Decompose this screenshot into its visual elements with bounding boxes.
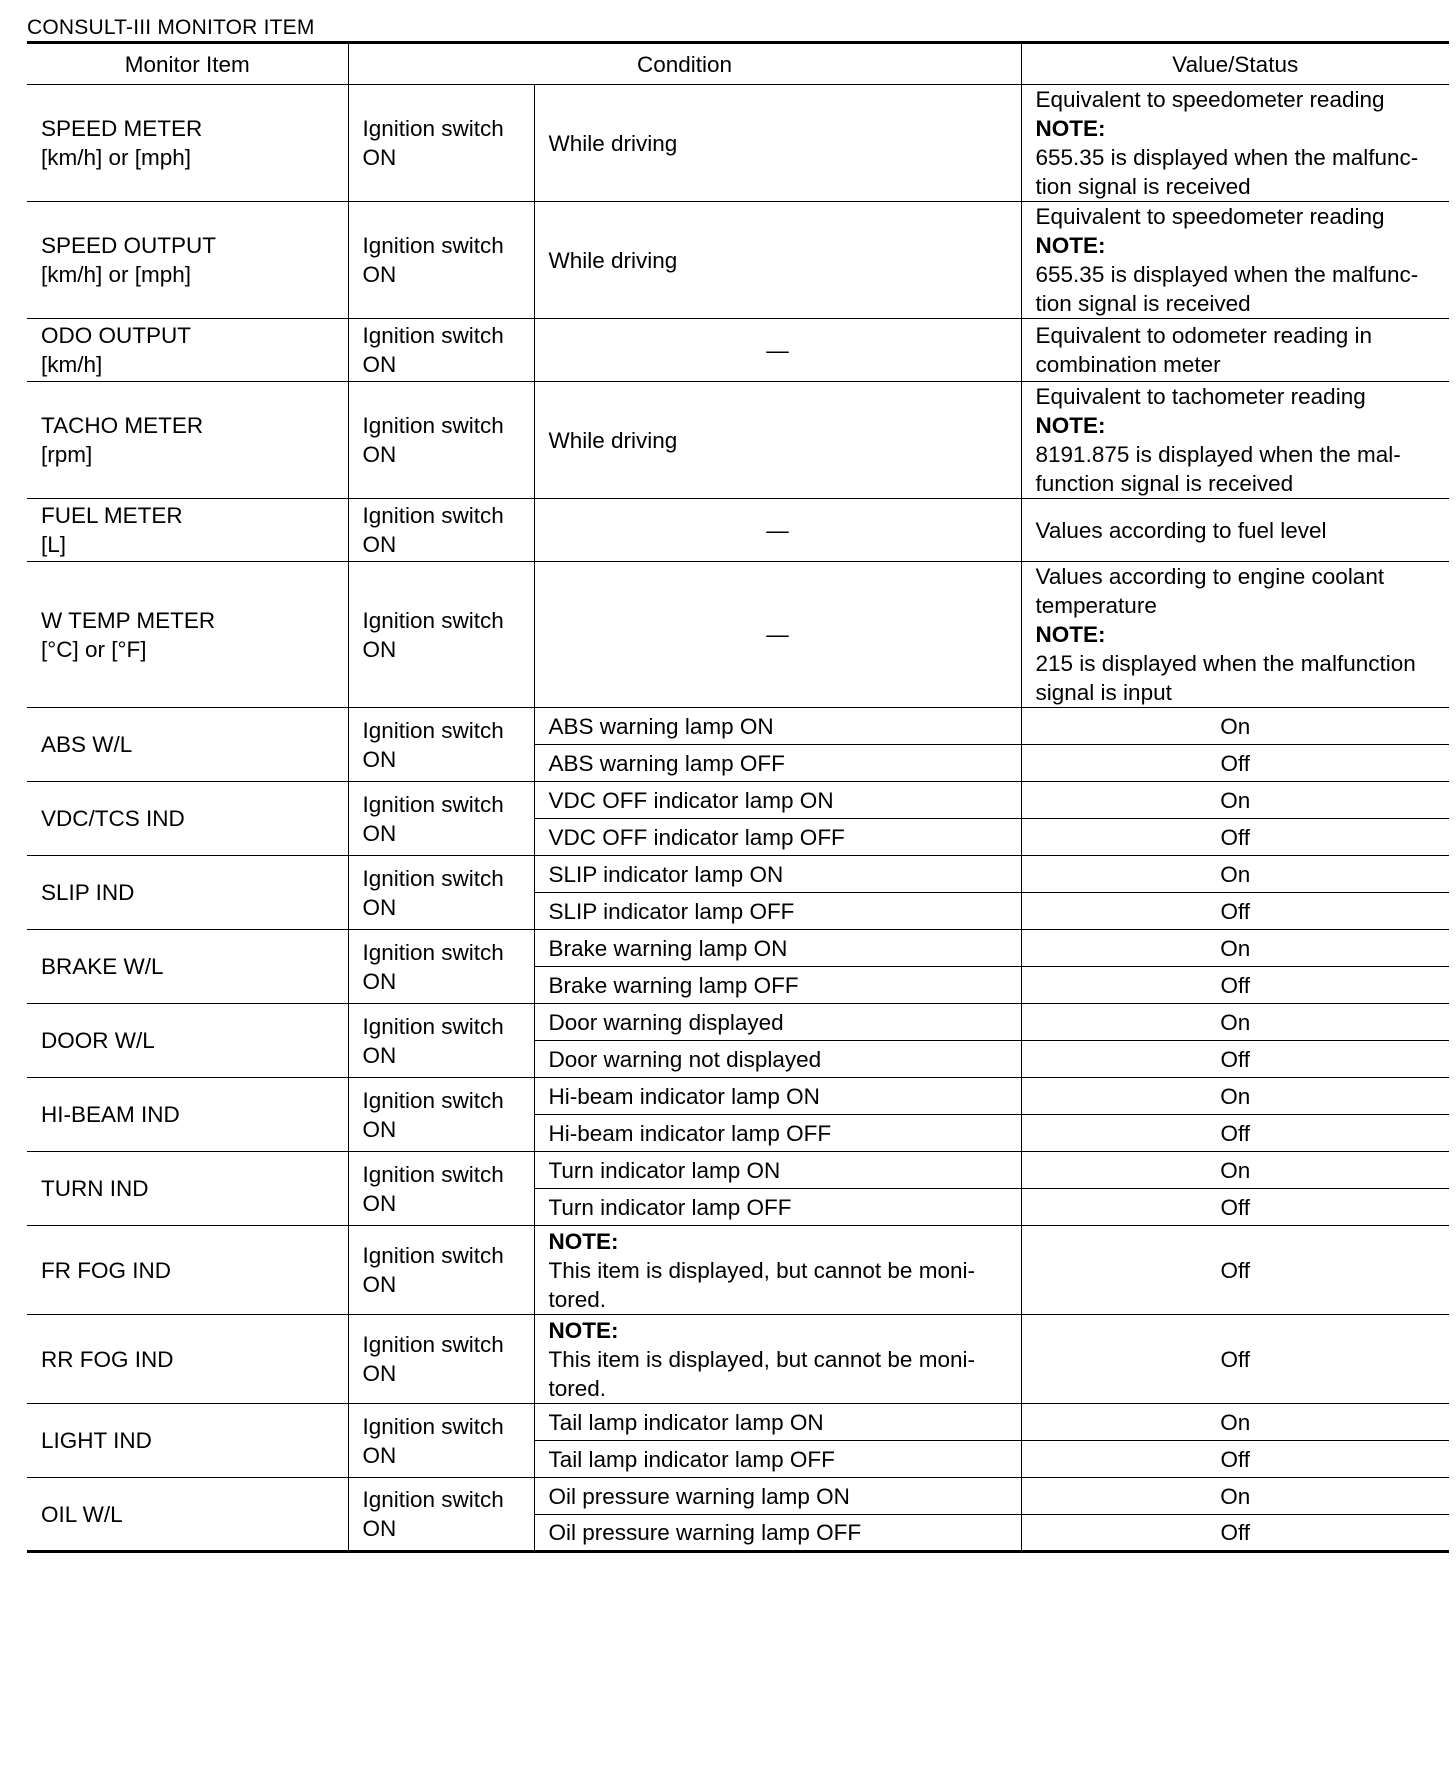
monitor-item-cell [27,1152,348,1226]
condition-text: While driving [548,130,678,156]
monitor-item-text: TURN IND [41,1176,149,1201]
condition-cell [534,708,1021,745]
ignition-line: ON [362,1116,397,1142]
monitor-item-cell [27,562,348,708]
table-row [27,382,1449,499]
condition-line: This item is displayed, but cannot be moni- [548,1257,975,1283]
monitor-item-cell [27,856,348,930]
value-text: Off [1220,1194,1251,1220]
monitor-item-cell [27,319,348,382]
value-text: Off [1220,750,1251,776]
condition-text: Oil pressure warning lamp ON [548,1483,850,1509]
monitor-item-text: VDC/TCS IND [41,806,185,831]
note-label: NOTE: [548,1228,619,1254]
value-status-cell [1021,893,1449,930]
table-row [27,1004,1449,1041]
ignition-line: ON [362,262,397,287]
value-status-cell [1021,319,1449,382]
table-row [27,782,1449,819]
monitor-item-line: [°C] or [°F] [41,636,147,662]
value-text: Off [1220,1346,1251,1372]
monitor-item-line: [km/h] [41,352,103,377]
value-line: combination meter [1035,352,1221,377]
monitor-item-text: OIL W/L [41,1501,123,1527]
condition-text: Tail lamp indicator lamp ON [548,1409,824,1435]
value-status-cell [1021,202,1449,319]
condition-text: Turn indicator lamp OFF [548,1194,792,1220]
condition-line: tored. [548,1286,607,1312]
value-status-cell [1021,1078,1449,1115]
value-status-cell [1021,1441,1449,1478]
value-text: On [1220,1009,1251,1035]
value-status-cell [1021,1152,1449,1189]
value-text: On [1220,713,1251,739]
ignition-condition-cell [348,1478,534,1552]
condition-cell [534,1189,1021,1226]
ignition-line: Ignition switch [362,116,504,141]
condition-cell [534,202,1021,319]
ignition-line: ON [362,145,397,170]
value-line: Equivalent to speedometer reading [1035,87,1385,112]
monitor-item-line: [L] [41,532,67,557]
value-text: On [1220,1157,1251,1183]
value-status-cell [1021,1226,1449,1315]
value-text: Off [1220,898,1251,924]
ignition-condition-cell [348,319,534,382]
condition-cell [534,1004,1021,1041]
ignition-line: ON [362,442,397,467]
note-label: NOTE: [548,1317,619,1343]
condition-text: Oil pressure warning lamp OFF [548,1520,862,1545]
monitor-item-cell [27,708,348,782]
ignition-line: Ignition switch [362,1013,504,1039]
condition-text: Door warning not displayed [548,1046,822,1072]
condition-text: SLIP indicator lamp OFF [548,898,795,924]
value-line: 215 is displayed when the malfunction [1035,651,1416,676]
condition-text: Hi-beam indicator lamp OFF [548,1120,832,1146]
monitor-item-cell [27,1404,348,1478]
value-status-cell [1021,1004,1449,1041]
ignition-condition-cell [348,930,534,1004]
condition-cell [534,319,1021,382]
value-text: Off [1220,972,1251,998]
table-header-row [27,43,1449,85]
monitor-item-text: FR FOG IND [41,1257,171,1283]
value-text: Off [1220,1046,1251,1072]
condition-cell [534,1115,1021,1152]
ignition-line: ON [362,820,397,846]
value-status-cell [1021,85,1449,202]
value-text: On [1220,787,1251,813]
condition-text: Brake warning lamp OFF [548,972,799,998]
condition-cell [534,1152,1021,1189]
table-row [27,562,1449,708]
value-line: Equivalent to odometer reading in [1035,323,1372,348]
condition-cell [534,1078,1021,1115]
ignition-line: Ignition switch [362,865,504,891]
monitor-item-cell [27,930,348,1004]
condition-text: — [766,622,789,647]
table-body [27,85,1449,1552]
ignition-condition-cell [348,382,534,499]
monitor-item-text: RR FOG IND [41,1346,174,1372]
value-status-cell [1021,562,1449,708]
condition-cell [534,1441,1021,1478]
value-line: temperature [1035,593,1157,618]
value-text: Off [1220,1520,1251,1545]
ignition-condition-cell [348,1004,534,1078]
monitor-item-cell [27,202,348,319]
monitor-item-text: HI-BEAM IND [41,1102,180,1127]
value-line: tion signal is received [1035,174,1251,199]
value-text: On [1220,861,1251,887]
ignition-condition-cell [348,562,534,708]
value-text: Off [1220,1446,1251,1472]
condition-cell [534,1041,1021,1078]
monitor-item-text: DOOR W/L [41,1028,155,1053]
table-row [27,1152,1449,1189]
condition-cell [534,745,1021,782]
condition-text: ABS warning lamp ON [548,713,774,739]
ignition-line: ON [362,1516,397,1541]
monitor-item-table [27,41,1449,1553]
ignition-line: Ignition switch [362,1487,504,1512]
value-line: 655.35 is displayed when the malfunc- [1035,262,1419,287]
monitor-item-line: SPEED METER [41,116,203,141]
condition-text: Brake warning lamp ON [548,935,788,961]
value-text: On [1220,935,1251,961]
ignition-line: ON [362,1361,397,1386]
value-text: On [1220,1483,1251,1509]
value-line: Values according to engine coolant [1035,564,1385,589]
monitor-item-line: SPEED OUTPUT [41,233,217,258]
value-line: tion signal is received [1035,291,1251,316]
monitor-item-cell [27,1004,348,1078]
header-value-status: Value/Status [1021,43,1449,85]
value-text: Off [1220,1120,1251,1146]
monitor-item-cell [27,1078,348,1152]
condition-text: Tail lamp indicator lamp OFF [548,1446,835,1472]
condition-cell [534,856,1021,893]
condition-cell [534,930,1021,967]
document-title: CONSULT-III MONITOR ITEM [27,16,315,39]
condition-text: ABS warning lamp OFF [548,750,785,776]
condition-cell [534,782,1021,819]
ignition-line: Ignition switch [362,717,504,743]
monitor-item-line: W TEMP METER [41,607,216,633]
condition-cell [534,1478,1021,1515]
ignition-condition-cell [348,1152,534,1226]
monitor-item-text: SLIP IND [41,880,135,905]
monitor-item-cell [27,1315,348,1404]
monitor-item-line: ODO OUTPUT [41,323,191,348]
ignition-line: Ignition switch [362,1332,504,1357]
table-row [27,85,1449,202]
ignition-line: ON [362,1042,397,1068]
value-status-cell [1021,782,1449,819]
value-status-cell [1021,856,1449,893]
ignition-line: ON [362,746,397,772]
ignition-line: ON [362,636,397,662]
condition-line: tored. [548,1375,607,1401]
value-status-cell [1021,1515,1449,1552]
ignition-line: Ignition switch [362,323,504,348]
value-line: signal is input [1035,680,1172,705]
table-row [27,319,1449,382]
ignition-condition-cell [348,708,534,782]
condition-text: Turn indicator lamp ON [548,1157,781,1183]
value-status-cell [1021,819,1449,856]
ignition-condition-cell [348,856,534,930]
header-monitor-item: Monitor Item [27,43,348,85]
ignition-line: ON [362,1190,397,1216]
condition-text: — [766,517,789,543]
monitor-item-line: TACHO METER [41,413,204,438]
ignition-line: ON [362,352,397,377]
table-row [27,499,1449,562]
condition-cell [534,499,1021,562]
ignition-condition-cell [348,1226,534,1315]
value-status-cell [1021,1315,1449,1404]
table-row [27,1404,1449,1441]
ignition-line: Ignition switch [362,1161,504,1187]
ignition-condition-cell [348,1078,534,1152]
monitor-item-text: ABS W/L [41,732,133,757]
monitor-item-cell [27,85,348,202]
value-status-cell [1021,499,1449,562]
condition-text: VDC OFF indicator lamp OFF [548,824,845,850]
note-label: NOTE: [1035,116,1106,141]
ignition-condition-cell [348,1315,534,1404]
condition-cell [534,1315,1021,1404]
ignition-line: Ignition switch [362,1243,504,1268]
table-row [27,856,1449,893]
condition-cell [534,1515,1021,1552]
value-line: function signal is received [1035,471,1294,496]
table-row [27,202,1449,319]
ignition-line: Ignition switch [362,1413,504,1439]
monitor-item-cell [27,499,348,562]
value-status-cell [1021,967,1449,1004]
ignition-condition-cell [348,85,534,202]
table-row [27,708,1449,745]
condition-cell [534,1404,1021,1441]
note-label: NOTE: [1035,622,1106,647]
value-line: 8191.875 is displayed when the mal- [1035,442,1401,467]
note-label: NOTE: [1035,413,1106,438]
monitor-item-line: [km/h] or [mph] [41,145,192,170]
ignition-line: ON [362,968,397,994]
condition-text: Door warning displayed [548,1009,784,1035]
header-condition: Condition [348,43,1021,85]
ignition-condition-cell [348,1404,534,1478]
monitor-item-text: BRAKE W/L [41,954,164,979]
ignition-condition-cell [348,202,534,319]
monitor-item-line: [rpm] [41,442,93,467]
value-line: Equivalent to speedometer reading [1035,204,1385,229]
ignition-line: ON [362,1442,397,1468]
monitor-item-text: LIGHT IND [41,1428,152,1453]
value-line: Values according to fuel level [1035,517,1327,543]
value-status-cell [1021,1115,1449,1152]
condition-text: — [766,337,789,363]
note-label: NOTE: [1035,233,1106,258]
ignition-line: ON [362,894,397,920]
value-status-cell [1021,382,1449,499]
ignition-line: ON [362,532,397,557]
value-status-cell [1021,1478,1449,1515]
monitor-item-cell [27,782,348,856]
table-row [27,1226,1449,1315]
condition-cell [534,819,1021,856]
value-status-cell [1021,930,1449,967]
ignition-line: Ignition switch [362,413,504,438]
condition-text: While driving [548,247,678,273]
table-row [27,1315,1449,1404]
condition-cell [534,893,1021,930]
condition-text: While driving [548,427,678,453]
value-line: Equivalent to tachometer reading [1035,384,1366,409]
monitor-item-cell [27,382,348,499]
monitor-item-line: FUEL METER [41,503,183,528]
ignition-condition-cell [348,782,534,856]
monitor-item-cell [27,1226,348,1315]
ignition-line: Ignition switch [362,607,504,633]
ignition-line: Ignition switch [362,503,504,528]
monitor-item-document [27,14,1449,1553]
value-text: Off [1220,824,1251,850]
monitor-item-line: [km/h] or [mph] [41,262,192,287]
ignition-line: Ignition switch [362,1087,504,1113]
condition-cell [534,1226,1021,1315]
condition-text: SLIP indicator lamp ON [548,861,784,887]
value-status-cell [1021,1189,1449,1226]
ignition-line: Ignition switch [362,791,504,817]
monitor-item-cell [27,1478,348,1552]
ignition-line: ON [362,1272,397,1297]
table-row [27,1478,1449,1515]
ignition-line: Ignition switch [362,233,504,258]
condition-text: VDC OFF indicator lamp ON [548,787,834,813]
condition-cell [534,85,1021,202]
value-status-cell [1021,745,1449,782]
condition-cell [534,562,1021,708]
table-row [27,930,1449,967]
ignition-condition-cell [348,499,534,562]
table-row [27,1078,1449,1115]
condition-line: This item is displayed, but cannot be moni- [548,1346,975,1372]
value-status-cell [1021,708,1449,745]
value-text: On [1220,1409,1251,1435]
value-status-cell [1021,1404,1449,1441]
ignition-line: Ignition switch [362,939,504,965]
condition-text: Hi-beam indicator lamp ON [548,1083,820,1109]
condition-cell [534,382,1021,499]
condition-cell [534,967,1021,1004]
value-text: On [1220,1083,1251,1109]
value-status-cell [1021,1041,1449,1078]
value-text: Off [1220,1257,1251,1283]
value-line: 655.35 is displayed when the malfunc- [1035,145,1419,170]
